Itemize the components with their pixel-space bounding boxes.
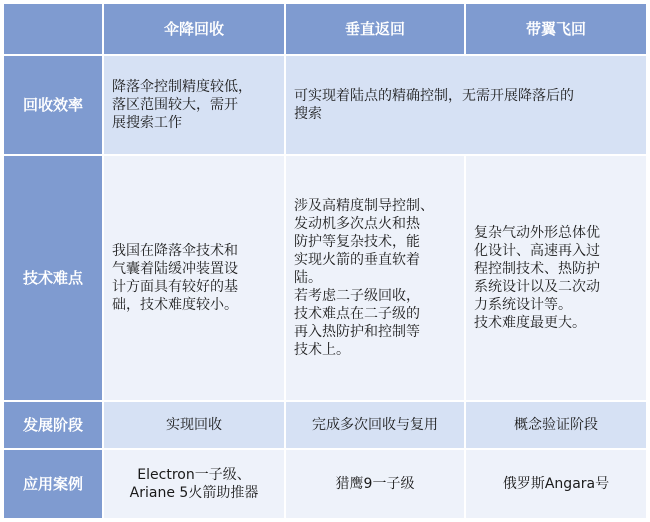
row-label-cases: 应用案例 (4, 450, 102, 518)
stage-winged: 概念验证阶段 (466, 402, 646, 448)
row-label-difficulty: 技术难点 (4, 156, 102, 400)
row-label-stage: 发展阶段 (4, 402, 102, 448)
stage-parachute: 实现回收 (104, 402, 284, 448)
comparison-table (4, 4, 646, 518)
efficiency-parachute: 降落伞控制精度较低， 落区范围较大，需开 展搜索工作 (104, 56, 284, 154)
efficiency-vertical-winged: 可实现着陆点的精确控制，无需开展降落后的 搜索 (286, 56, 646, 154)
col-header-parachute: 伞降回收 (104, 4, 284, 54)
corner-cell (4, 4, 102, 54)
difficulty-winged: 复杂气动外形总体优 化设计、高速再入过 程控制技术、热防护 系统设计以及二次动 力系统设计等。 技术难度最更大。 (466, 156, 646, 400)
col-header-winged: 带翼飞回 (466, 4, 646, 54)
cases-parachute: Electron一子级、 Ariane 5火箭助推器 (104, 450, 284, 518)
col-header-vertical: 垂直返回 (286, 4, 464, 54)
cases-winged: 俄罗斯Angara号 (466, 450, 646, 518)
difficulty-parachute: 我国在降落伞技术和 气囊着陆缓冲装置设 计方面具有较好的基 础，技术难度较小。 (104, 156, 284, 400)
row-label-efficiency: 回收效率 (4, 56, 102, 154)
cases-vertical: 猎鹰9一子级 (286, 450, 464, 518)
difficulty-vertical: 涉及高精度制导控制、 发动机多次点火和热 防护等复杂技术，能 实现火箭的垂直软着 陆。 若考虑二子级回收， 技术难点在二子级的 再入热防护和控制等 技术上。 (286, 156, 464, 400)
stage-vertical: 完成多次回收与复用 (286, 402, 464, 448)
